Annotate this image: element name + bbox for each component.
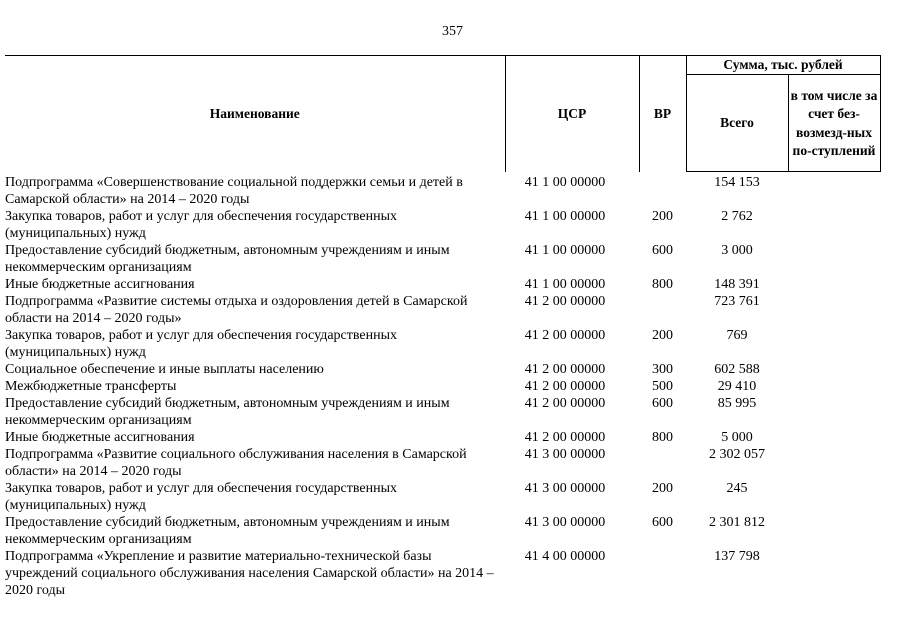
row-name: Предоставление субсидий бюджетным, автономным учреждениям и иным некоммерческим организациям xyxy=(5,242,450,275)
row-total: 723 761 xyxy=(714,293,760,309)
row-csr: 41 1 00 00000 xyxy=(524,174,606,190)
budget-table xyxy=(5,55,881,599)
row-name: Предоставление субсидий бюджетным, автономным учреждениям и иным некоммерческим организациям xyxy=(5,395,450,428)
row-total: 137 798 xyxy=(714,548,760,564)
row-csr: 41 2 00 00000 xyxy=(524,361,606,377)
table-header xyxy=(5,56,880,172)
row-csr: 41 1 00 00000 xyxy=(524,276,606,292)
table-row xyxy=(5,514,880,548)
row-total: 2 762 xyxy=(721,208,753,224)
row-total: 3 000 xyxy=(721,242,753,258)
table-row xyxy=(5,548,880,599)
row-csr: 41 1 00 00000 xyxy=(524,208,606,224)
row-name: Иные бюджетные ассигнования xyxy=(5,276,195,292)
table-row xyxy=(5,378,880,395)
row-name: Социальное обеспечение и иные выплаты населению xyxy=(5,361,324,377)
header-name: Наименование xyxy=(5,56,505,172)
row-csr: 41 2 00 00000 xyxy=(524,293,606,309)
row-free xyxy=(788,208,880,242)
row-free xyxy=(788,361,880,378)
table-row xyxy=(5,480,880,514)
row-csr: 41 2 00 00000 xyxy=(524,429,606,445)
row-name: Подпрограмма «Совершенствование социальной поддержки семьи и детей в Самарской области» на 2014 – 2020 годы xyxy=(5,174,463,207)
row-free xyxy=(788,276,880,293)
row-total: 245 xyxy=(726,480,748,496)
header-sum: Сумма, тыс. рублей xyxy=(686,56,880,75)
table-row xyxy=(5,361,880,378)
row-free xyxy=(788,378,880,395)
row-total: 29 410 xyxy=(717,378,757,394)
table-row xyxy=(5,446,880,480)
row-name: Предоставление субсидий бюджетным, автономным учреждениям и иным некоммерческим организациям xyxy=(5,514,450,547)
row-name: Подпрограмма «Развитие социального обслуживания населения в Самарской области» на 2014 – 2020 годы xyxy=(5,446,467,479)
row-name: Подпрограмма «Развитие системы отдыха и оздоровления детей в Самарской области на 2014 – 2020 годы» xyxy=(5,293,468,326)
row-free xyxy=(788,446,880,480)
row-free xyxy=(788,514,880,548)
row-free xyxy=(788,548,880,599)
row-vr: 600 xyxy=(652,395,673,411)
row-csr: 41 2 00 00000 xyxy=(524,378,606,394)
header-csr: ЦСР xyxy=(505,56,639,172)
row-vr xyxy=(639,548,686,599)
row-vr xyxy=(639,293,686,327)
row-vr: 600 xyxy=(652,514,673,530)
table-row xyxy=(5,429,880,446)
header-free-receipts xyxy=(788,75,880,172)
row-vr xyxy=(639,172,686,208)
row-free xyxy=(788,172,880,208)
table-row xyxy=(5,208,880,242)
header-vr: ВР xyxy=(639,56,686,172)
row-vr: 800 xyxy=(652,276,673,292)
row-vr: 500 xyxy=(652,378,673,394)
row-csr: 41 2 00 00000 xyxy=(524,327,606,343)
row-csr: 41 3 00 00000 xyxy=(524,480,606,496)
row-csr: 41 2 00 00000 xyxy=(524,395,606,411)
table-body xyxy=(5,172,880,599)
header-total: Всего xyxy=(686,75,788,172)
table-row xyxy=(5,242,880,276)
row-vr xyxy=(639,446,686,480)
row-total: 5 000 xyxy=(721,429,753,445)
table-row xyxy=(5,172,880,208)
row-name: Межбюджетные трансферты xyxy=(5,378,177,394)
row-name: Подпрограмма «Укрепление и развитие материально-технической базы учреждений социального обслуживания населения Самарской области» на 2014 – 2020 годы xyxy=(5,548,494,598)
row-vr: 200 xyxy=(652,327,673,343)
row-vr: 600 xyxy=(652,242,673,258)
row-total: 602 588 xyxy=(714,361,760,377)
row-name: Закупка товаров, работ и услуг для обеспечения государственных (муниципальных) нужд xyxy=(5,480,398,513)
table-row xyxy=(5,395,880,429)
row-csr: 41 4 00 00000 xyxy=(524,548,606,564)
row-free xyxy=(788,327,880,361)
row-csr: 41 3 00 00000 xyxy=(524,446,606,462)
header-free-receipts-text: в том числе за счет без-возмезд-ных по-ступлений xyxy=(790,87,878,158)
row-total: 2 302 057 xyxy=(709,446,765,462)
row-free xyxy=(788,242,880,276)
row-free xyxy=(788,293,880,327)
row-total: 85 995 xyxy=(717,395,757,411)
row-free xyxy=(788,429,880,446)
row-free xyxy=(788,395,880,429)
row-free xyxy=(788,480,880,514)
page-number: 357 xyxy=(442,24,463,39)
table-row xyxy=(5,293,880,327)
row-vr: 200 xyxy=(652,480,673,496)
table-row xyxy=(5,327,880,361)
row-name: Иные бюджетные ассигнования xyxy=(5,429,195,445)
row-vr: 300 xyxy=(652,361,673,377)
row-vr: 800 xyxy=(652,429,673,445)
row-total: 154 153 xyxy=(714,175,760,190)
table-row xyxy=(5,276,880,293)
row-vr: 200 xyxy=(652,208,673,224)
row-total: 769 xyxy=(726,327,748,343)
row-csr: 41 1 00 00000 xyxy=(524,242,606,258)
row-total: 2 301 812 xyxy=(709,514,765,530)
row-name: Закупка товаров, работ и услуг для обеспечения государственных (муниципальных) нужд xyxy=(5,208,398,241)
row-total: 148 391 xyxy=(714,276,760,292)
row-csr: 41 3 00 00000 xyxy=(524,514,606,530)
row-name: Закупка товаров, работ и услуг для обеспечения государственных (муниципальных) нужд xyxy=(5,327,398,360)
